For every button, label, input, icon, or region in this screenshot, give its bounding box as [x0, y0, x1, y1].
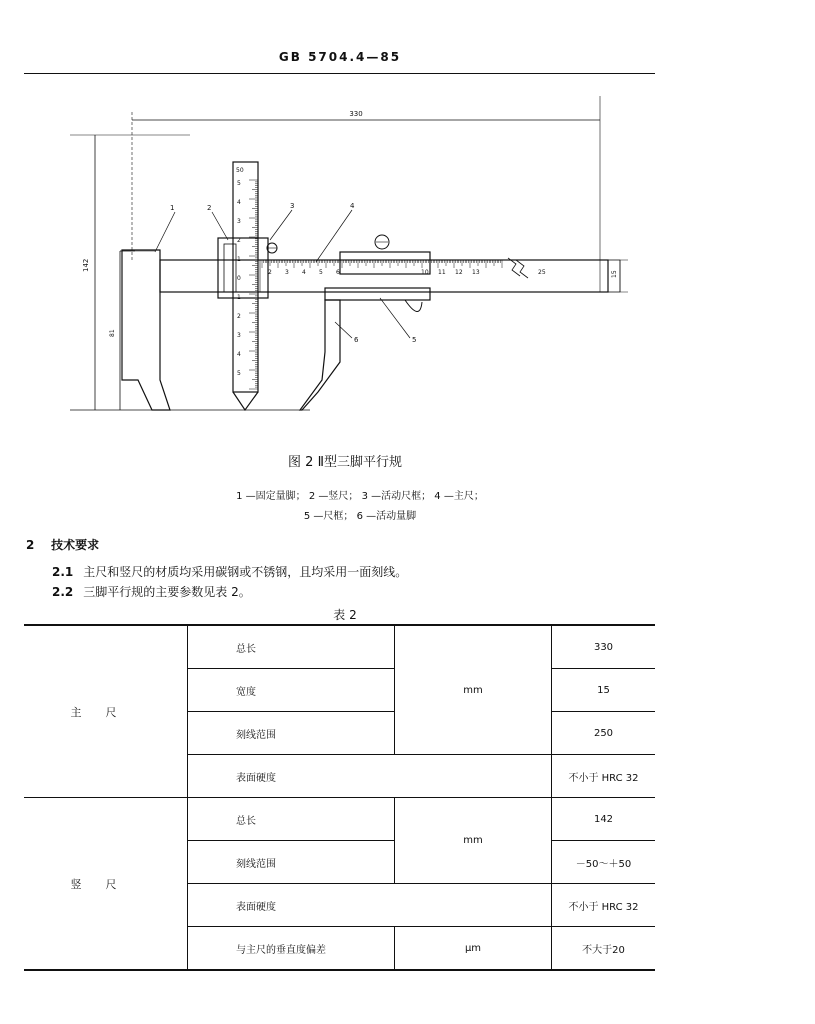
dimension-330: 330: [349, 110, 363, 118]
vertical-scale-number: 5: [237, 180, 241, 187]
dimension-142: 142: [82, 258, 90, 272]
vertical-scale-number: 0: [237, 275, 241, 282]
vertical-scale-number: 1: [237, 256, 241, 263]
group-main-rule: 主尺: [24, 625, 188, 798]
figure-legend-line-1: 1 —固定量脚； 2 —竖尺； 3 —活动尺框； 4 —主尺；: [236, 491, 484, 502]
table-row: [24, 625, 655, 669]
section-heading: [26, 536, 99, 553]
main-scale-number: 6: [336, 269, 340, 276]
header-rule: [24, 73, 655, 74]
callout-4: 4: [350, 202, 355, 210]
main-scale-number: 5: [319, 269, 323, 276]
vertical-scale-number: 2: [237, 237, 241, 244]
vertical-scale-number: 2: [237, 313, 241, 320]
main-scale-number: 10: [421, 269, 429, 276]
callout-1: 1: [170, 204, 175, 212]
table-cell-item: 与主尺的垂直度偏差: [188, 927, 395, 971]
callout-3: 3: [290, 202, 295, 210]
paragraph-number: 2.2: [52, 585, 74, 599]
table-cell-value: 不小于 HRC 32: [552, 884, 656, 927]
dimension-81: 81: [109, 329, 116, 337]
table-cell-unit: mm: [395, 625, 552, 755]
vertical-scale-number: 3: [237, 218, 241, 225]
table-cell-item: 总长: [188, 625, 395, 669]
table-cell-value: －50～＋50: [552, 841, 656, 884]
group-vertical-rule: 竖尺: [24, 798, 188, 971]
table-cell-item: 表面硬度: [188, 755, 552, 798]
standard-header: GB 5704.4—85: [278, 50, 402, 64]
callout-5: 5: [412, 336, 417, 344]
main-scale-number: 25: [538, 269, 546, 276]
vertical-scale-number: 4: [237, 199, 241, 206]
table-cell-unit: mm: [395, 798, 552, 884]
callout-6: 6: [354, 336, 359, 344]
main-scale-number: 3: [285, 269, 289, 276]
vertical-scale-number: 3: [237, 332, 241, 339]
paragraph-text: 三脚平行规的主要参数见表 2。: [83, 585, 251, 599]
main-scale-number: 4: [302, 269, 306, 276]
table-cell-unit: μm: [395, 927, 552, 971]
table-caption: 表 2: [333, 608, 357, 622]
section-number: 2: [26, 538, 35, 552]
table-cell-value: 不小于 HRC 32: [552, 755, 656, 798]
vertical-scale-number: 4: [237, 351, 241, 358]
main-scale-number: 12: [455, 269, 463, 276]
main-scale-number: 13: [472, 269, 480, 276]
paragraph-text: 主尺和竖尺的材质均采用碳钢或不锈钢，且均采用一面刻线。: [83, 565, 408, 579]
table-cell-item: 总长: [188, 798, 395, 841]
table-cell-item: 刻线范围: [188, 841, 395, 884]
figure-caption: 图 2 Ⅱ型三脚平行规: [288, 455, 402, 470]
table-cell-value: 不大于20: [552, 927, 656, 971]
table-cell-item: 宽度: [188, 669, 395, 712]
main-scale-number: 11: [438, 269, 446, 276]
section-title: 技术要求: [51, 538, 100, 552]
parameter-table: [24, 624, 655, 971]
table-cell-value: 142: [552, 798, 656, 841]
callout-2: 2: [207, 204, 212, 212]
table-row: [24, 798, 655, 841]
figure-legend-line-2: 5 —尺框； 6 —活动量脚: [303, 511, 417, 522]
vertical-scale-number: 1: [237, 294, 241, 301]
table-cell-item: 刻线范围: [188, 712, 395, 755]
paragraph-number: 2.1: [52, 565, 74, 579]
paragraph-2-1: [52, 563, 407, 580]
dimension-15: 15: [611, 270, 618, 278]
table-cell-value: 250: [552, 712, 656, 755]
table-cell-value: 15: [552, 669, 656, 712]
paragraph-2-2: [52, 583, 251, 600]
parallel-gauge-drawing: [60, 92, 680, 422]
main-scale-number: 2: [268, 269, 272, 276]
vertical-scale-number: 5: [237, 370, 241, 377]
table-cell-item: 表面硬度: [188, 884, 552, 927]
table-cell-value: 330: [552, 625, 656, 669]
dimension-50: 50: [236, 167, 244, 174]
